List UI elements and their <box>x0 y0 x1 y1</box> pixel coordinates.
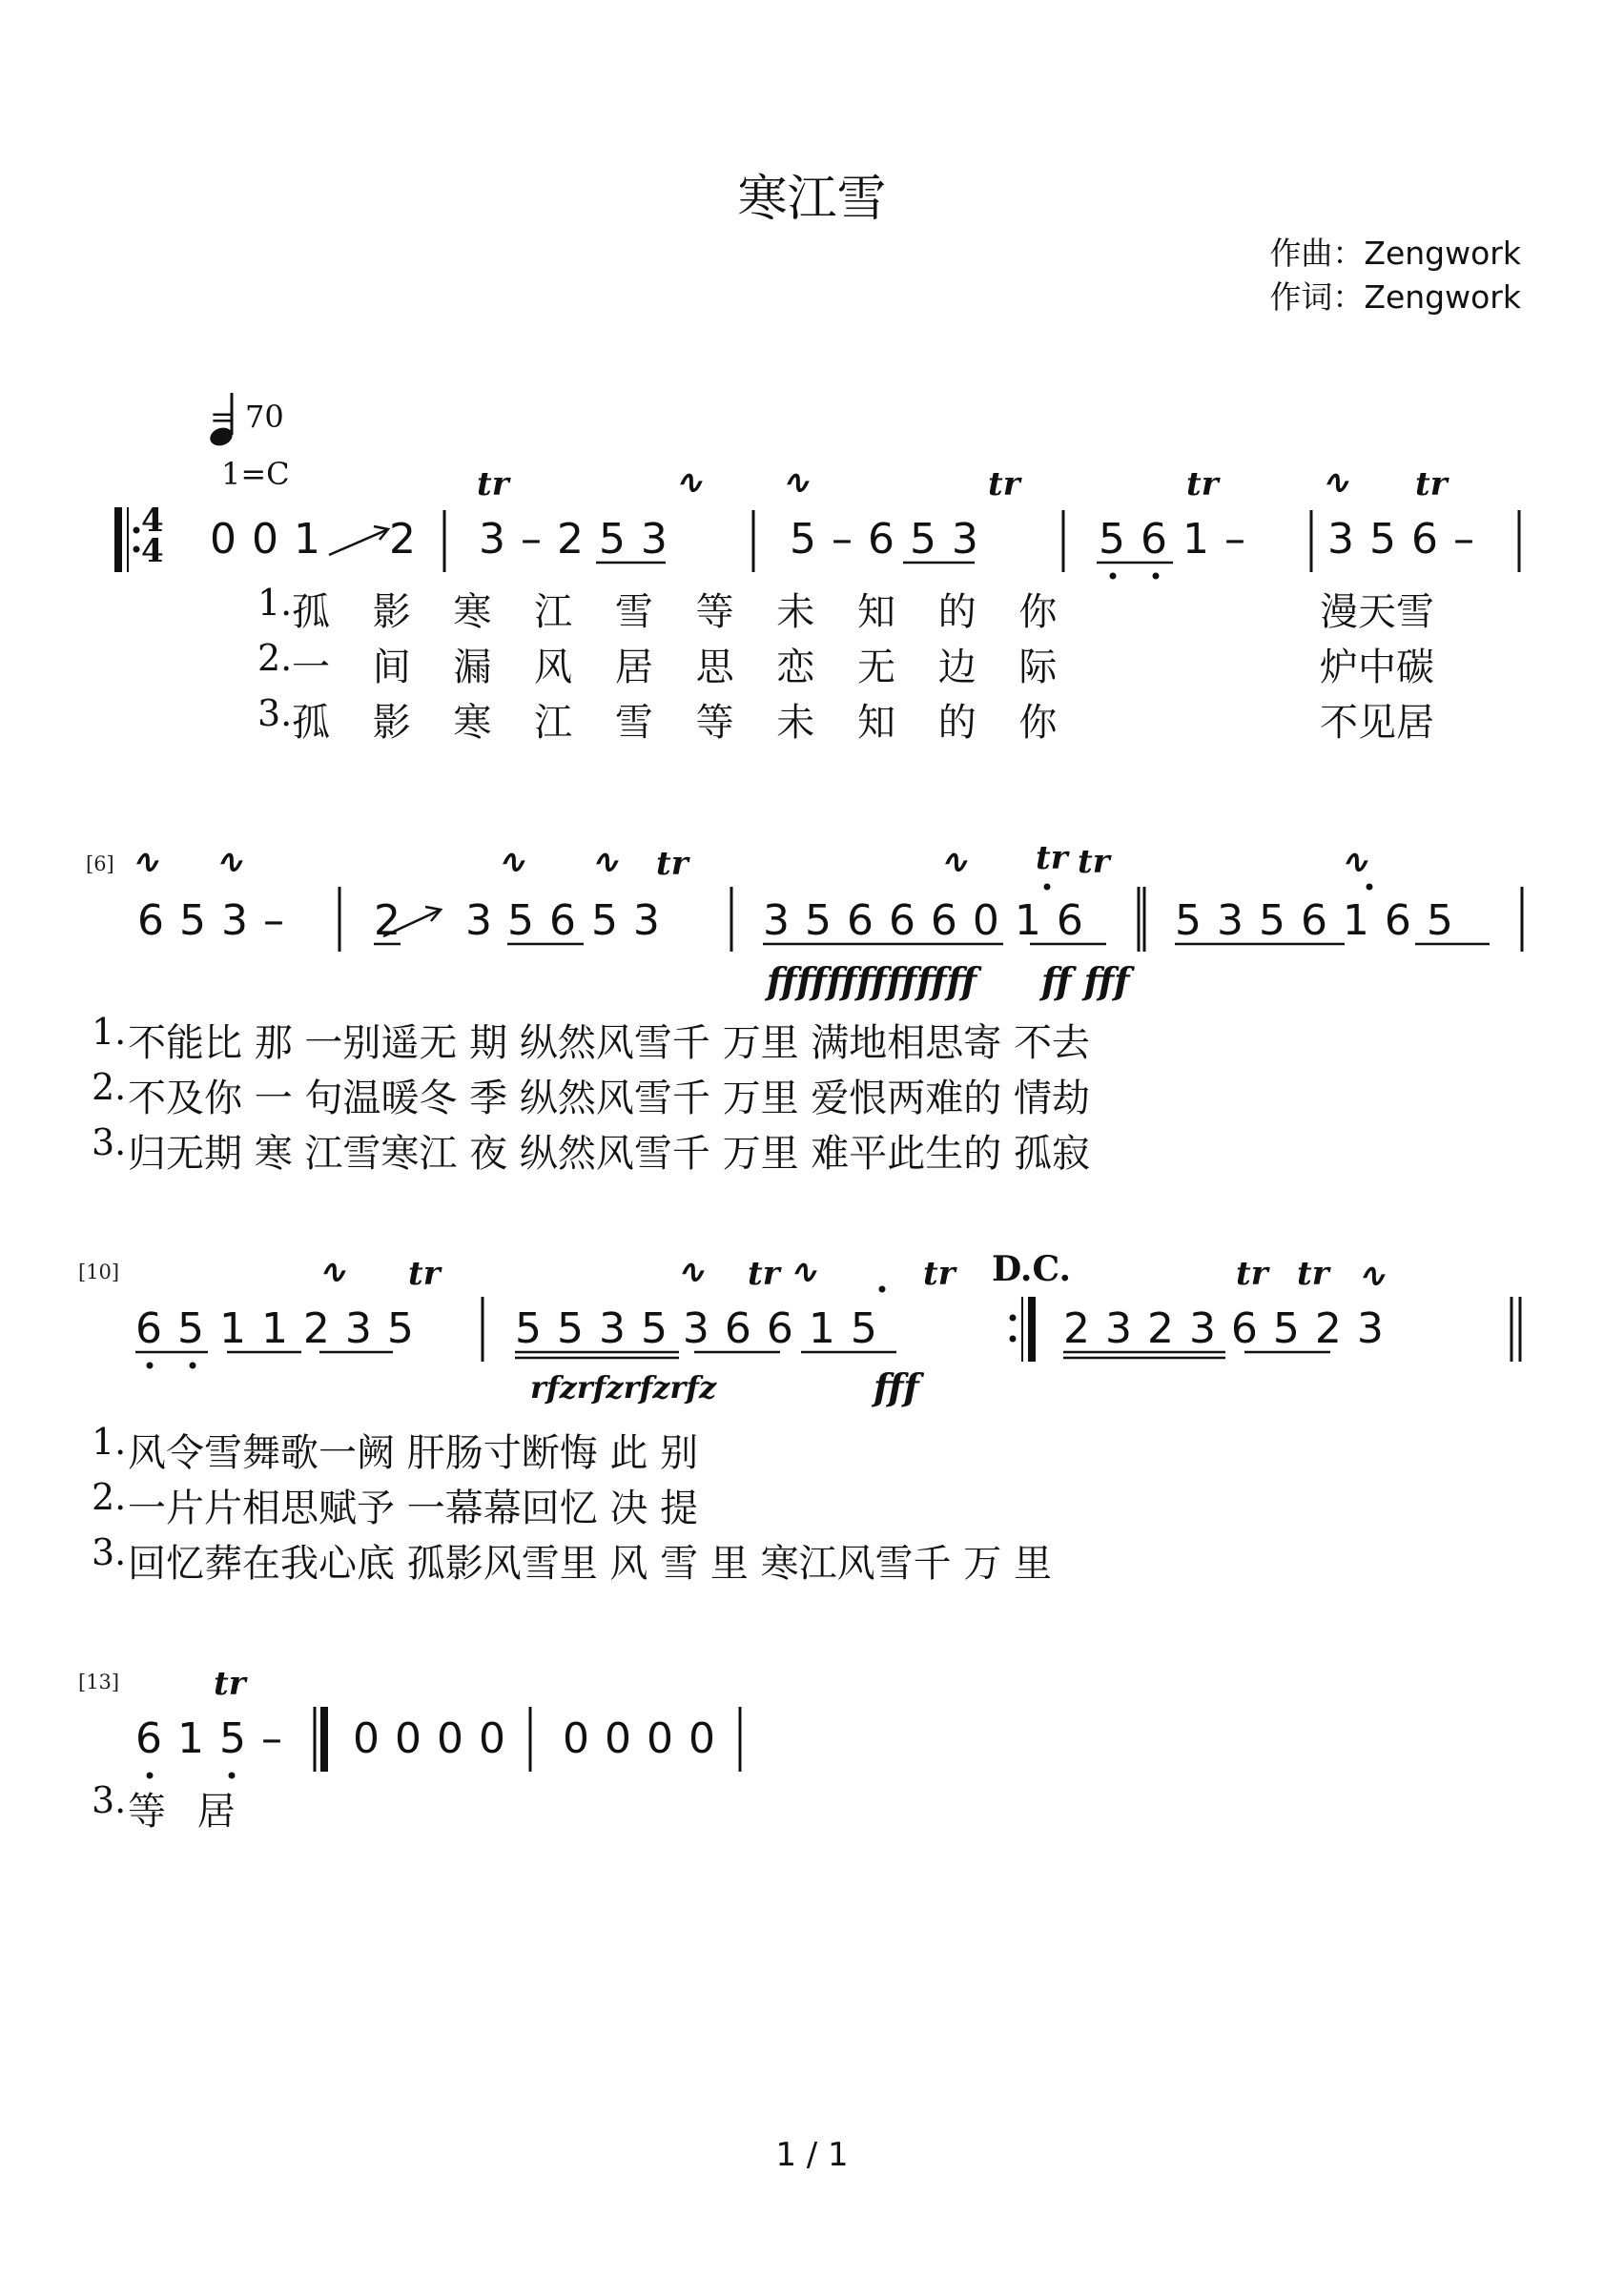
lyric-line: 不能比 那 一别遥无 期 纵然风雪千 万里 满地相思寄 不去 <box>128 1021 1091 1065</box>
measure-number: [6] <box>86 852 114 875</box>
tempo-mark: = 70 <box>210 399 284 435</box>
mordent-mark: ∿ <box>1341 843 1368 881</box>
trill-mark: tr <box>1415 465 1448 503</box>
mordent-mark: ∿ <box>1322 463 1349 502</box>
mordent-mark: ∿ <box>940 843 968 881</box>
mordent-mark: ∿ <box>1358 1257 1386 1295</box>
lyric-line: 孤 影 寒 江 雪 等 未 知 的 你 <box>292 701 1058 745</box>
lyric-line: 炉中碳 <box>1320 646 1434 689</box>
song-title: 寒江雪 <box>737 171 887 228</box>
lyric-line: 风令雪舞歌一阙 肝肠寸断悔 此 别 <box>128 1431 699 1475</box>
lyric-line: 一片片相思赋予 一幕幕回忆 决 提 <box>128 1487 699 1530</box>
verse-number: 3. <box>92 1121 127 1163</box>
start-repeat-bar <box>114 507 122 572</box>
measure-number: [10] <box>78 1261 120 1283</box>
note-group: 3 – 2 5 3 <box>479 515 668 564</box>
lyric-line: 等 居 <box>128 1790 236 1834</box>
verse-number: 1. <box>92 1421 127 1463</box>
composer-credit: 作曲：Zengwork <box>1269 235 1521 272</box>
verse-number: 1. <box>257 582 293 624</box>
trill-mark: tr <box>214 1665 246 1703</box>
note-group: 5 – 6 5 3 <box>790 515 979 564</box>
lyric-line: 不及你 一 句温暖冬 季 纵然风雪千 万里 爱恨两难的 情劫 <box>128 1077 1091 1120</box>
trill-mark: tr <box>477 465 509 503</box>
dynamics-mark: fff <box>874 1365 919 1408</box>
lyric-line: 回忆葬在我心底 孤影风雪里 风 雪 里 寒江风雪千 万 里 <box>128 1542 1053 1586</box>
mordent-mark: ∿ <box>132 843 159 881</box>
end-repeat-bar <box>1028 1297 1036 1362</box>
trill-mark: tr <box>748 1255 780 1293</box>
mordent-mark: ∿ <box>591 843 619 881</box>
mordent-mark: ∿ <box>782 463 810 502</box>
note-group: 3 5 6 6 6 0 1 6 <box>763 896 1084 945</box>
lyric-line: 孤 影 寒 江 雪 等 未 知 的 你 <box>292 590 1058 634</box>
trill-mark: tr <box>408 1255 441 1293</box>
trill-mark: tr <box>988 465 1020 503</box>
note-group: 6 5 3 – <box>137 896 285 945</box>
verse-number: 3. <box>92 1531 127 1573</box>
note-group: 5 3 5 6 1 6 5 <box>1175 896 1454 945</box>
mordent-mark: ∿ <box>216 843 243 881</box>
note-group: 0 0 1 <box>210 515 321 564</box>
verse-number: 1. <box>92 1011 127 1053</box>
verse-number: 2. <box>92 1066 127 1108</box>
lyric-line: 一 间 漏 风 居 思 恋 无 边 际 <box>292 646 1058 689</box>
trill-mark: tr <box>1186 465 1219 503</box>
trill-mark: tr <box>656 845 689 883</box>
verse-number: 3. <box>92 1779 127 1821</box>
note-group: 2 <box>374 896 401 945</box>
time-sig-bottom: 4 <box>141 532 164 570</box>
time-signature <box>141 502 164 570</box>
lyric-line: 不见居 <box>1320 701 1434 745</box>
note-group: 6 5 1 1 2 3 5 <box>135 1304 415 1353</box>
note-group: 6 1 5 – <box>135 1714 283 1763</box>
measure-number: [13] <box>78 1671 120 1693</box>
note-group: 5 5 3 5 3 6 6 1 5 <box>515 1304 878 1353</box>
verse-number: 2. <box>257 637 293 679</box>
da-capo-mark: D.C. <box>992 1249 1072 1289</box>
time-sig-top: 4 <box>141 502 164 540</box>
trill-mark: tr <box>923 1255 956 1293</box>
note-group: 2 3 2 3 6 5 2 3 <box>1063 1304 1385 1353</box>
key-signature: 1=C <box>221 456 290 492</box>
lyric-line: 漫天雪 <box>1320 590 1434 634</box>
verse-number: 3. <box>257 692 293 734</box>
mordent-mark: ∿ <box>790 1253 817 1291</box>
lyricist-credit: 作词：Zengwork <box>1269 278 1521 316</box>
note-group: 3 5 6 – <box>1327 515 1475 564</box>
mordent-mark: ∿ <box>677 1253 705 1291</box>
trill-mark: tr <box>1036 839 1068 877</box>
mordent-mark: ∿ <box>498 843 525 881</box>
trill-mark: tr <box>1297 1255 1329 1293</box>
note-group: 3 5 6 5 3 <box>465 896 661 945</box>
trill-mark: tr <box>1236 1255 1268 1293</box>
note-group: 2 <box>389 515 417 564</box>
mordent-mark: ∿ <box>675 463 703 502</box>
trill-mark: tr <box>1078 843 1110 881</box>
mordent-mark: ∿ <box>319 1253 346 1291</box>
note-group: 0 0 0 0 <box>353 1714 506 1763</box>
dynamics-mark: ff fff <box>1041 959 1130 1002</box>
page-number: 1 / 1 <box>775 2136 849 2174</box>
note-group: 0 0 0 0 <box>563 1714 716 1763</box>
dynamics-mark: ffffffffffffff <box>767 959 977 1002</box>
verse-number: 2. <box>92 1476 127 1518</box>
note-group: 5 6 1 – <box>1099 515 1246 564</box>
lyric-line: 归无期 寒 江雪寒江 夜 纵然风雪千 万里 难平此生的 孤寂 <box>128 1132 1091 1176</box>
dynamics-mark: rfzrfzrfzrfz <box>530 1369 717 1405</box>
